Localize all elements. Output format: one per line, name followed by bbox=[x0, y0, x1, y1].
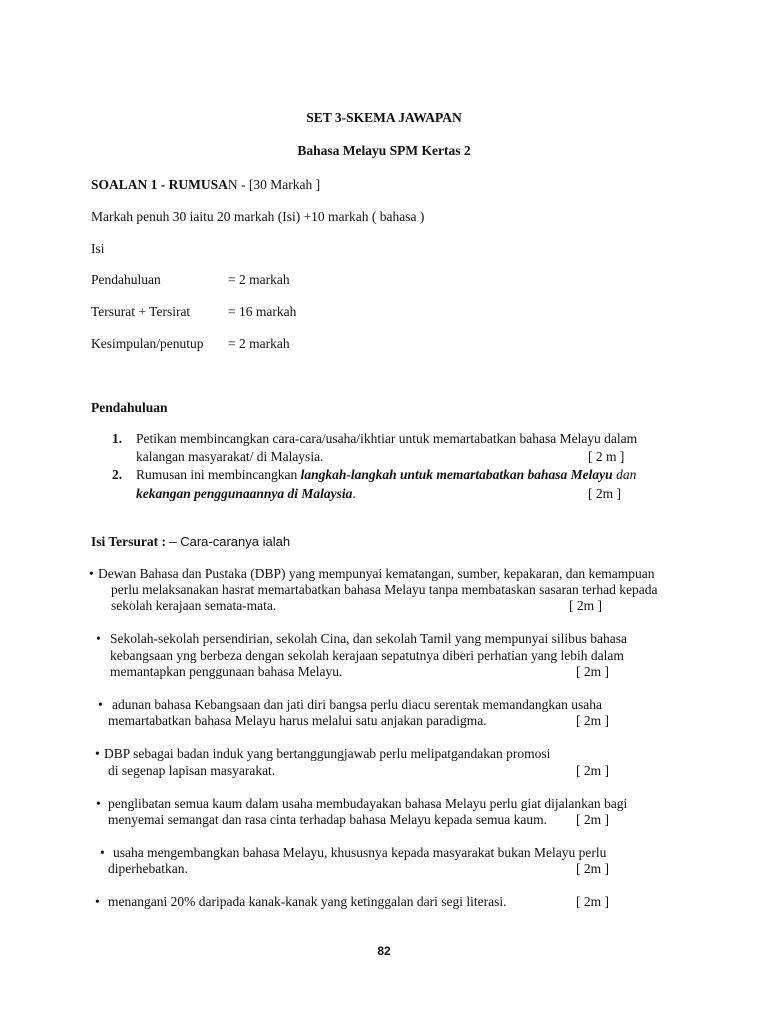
mark-label: [ 2m ] bbox=[576, 664, 609, 679]
bullet-icon: • bbox=[96, 631, 101, 646]
mark-label: [ 2m ] bbox=[588, 486, 621, 501]
isi-tersurat-heading bbox=[91, 534, 290, 550]
bullet-icon: • bbox=[89, 566, 94, 581]
mark-label: [ 2m ] bbox=[576, 894, 609, 909]
point-6-line1: usaha mengembangkan bahasa Melayu, khususnya kepada masyarakat bukan Melayu perlu bbox=[113, 845, 607, 860]
bullet-icon: • bbox=[95, 894, 100, 909]
point-2-line1: Sekolah-sekolah persendirian, sekolah Cina, dan sekolah Tamil yang mempunyai silibus bahasa bbox=[110, 631, 627, 646]
item-2-emphasis: langkah-langkah untuk memartabatkan bahasa Melayu bbox=[300, 467, 613, 482]
item-2-period: . bbox=[352, 486, 356, 501]
list-number: 1. bbox=[112, 431, 123, 446]
point-5-line1: penglibatan semua kaum dalam usaha membudayakan bahasa Melayu perlu giat dijalankan bagi bbox=[108, 796, 628, 811]
point-7-line1: menangani 20% daripada kanak-kanak yang ketinggalan dari segi literasi. bbox=[108, 894, 507, 909]
isi-tersurat-heading-rest: – Cara-caranya ialah bbox=[169, 534, 291, 549]
pendahuluan-heading: Pendahuluan bbox=[91, 400, 168, 415]
pendahuluan-item-1-line1: Petikan membincangkan cara-cara/usaha/ikhtiar untuk memartabatkan bahasa Melayu dalam bbox=[136, 431, 638, 446]
point-4-line1: DBP sebagai badan induk yang bertanggungjawab perlu melipatgandakan promosi bbox=[104, 746, 551, 761]
mark-label: [ 2 m ] bbox=[588, 449, 625, 464]
breakdown-label: Tersurat + Tersirat bbox=[91, 304, 191, 319]
breakdown-value: = 2 markah bbox=[228, 272, 290, 287]
breakdown-value: = 16 markah bbox=[228, 304, 297, 319]
breakdown-value: = 2 markah bbox=[228, 336, 290, 351]
point-2-line2: kebangsaan yng berbeza dengan sekolah kerajaan sepatutnya diberi perhatian yang lebih dalam bbox=[110, 648, 624, 663]
document-subtitle: Bahasa Melayu SPM Kertas 2 bbox=[297, 143, 471, 158]
mark-label: [ 2m ] bbox=[576, 763, 609, 778]
soalan-heading bbox=[91, 177, 320, 193]
soalan-heading-rest: N - [30 Markah ] bbox=[227, 177, 321, 192]
mark-label: [ 2m ] bbox=[576, 861, 609, 876]
bullet-icon: • bbox=[95, 746, 100, 761]
page-number: 82 bbox=[377, 944, 391, 958]
item-2-emphasis-2: kekangan penggunaannya di Malaysia bbox=[136, 486, 353, 501]
soalan-heading-bold: SOALAN 1 - RUMUSA bbox=[91, 177, 228, 192]
bullet-icon: • bbox=[100, 845, 105, 860]
bullet-icon: • bbox=[98, 697, 103, 712]
point-1-line1: Dewan Bahasa dan Pustaka (DBP) yang mempunyai kematangan, sumber, kepakaran, dan kemampuan bbox=[98, 566, 655, 581]
mark-label: [ 2m ] bbox=[569, 598, 602, 613]
point-6-line2: diperhebatkan. bbox=[108, 861, 188, 876]
mark-label: [ 2m ] bbox=[576, 713, 609, 728]
isi-label: Isi bbox=[91, 241, 105, 256]
point-4-line2: di segenap lapisan masyarakat. bbox=[108, 763, 276, 778]
item-2-plain: Rumusan ini membincangkan bbox=[136, 467, 301, 482]
point-3-line1: adunan bahasa Kebangsaan dan jati diri bangsa perlu diacu serentak memandangkan usaha bbox=[112, 697, 602, 712]
point-5-line2: menyemai semangat dan rasa cinta terhadap bahasa Melayu kepada semua kaum. bbox=[108, 812, 547, 827]
list-number: 2. bbox=[112, 467, 123, 482]
pendahuluan-item-1-line2: kalangan masyarakat/ di Malaysia. bbox=[136, 449, 324, 464]
item-2-italic: dan bbox=[612, 467, 637, 482]
point-2-line3: memantapkan penggunaan bahasa Melayu. bbox=[110, 664, 343, 679]
pendahuluan-item-2-line1 bbox=[136, 467, 677, 483]
breakdown-label: Pendahuluan bbox=[91, 272, 161, 287]
point-3-line2: memartabatkan bahasa Melayu harus melalui satu anjakan paradigma. bbox=[108, 713, 487, 728]
point-1-line3: sekolah kerajaan semata-mata. bbox=[111, 598, 277, 613]
breakdown-label: Kesimpulan/penutup bbox=[91, 336, 204, 351]
document-title: SET 3-SKEMA JAWAPAN bbox=[306, 110, 462, 125]
bullet-icon: • bbox=[96, 796, 101, 811]
isi-tersurat-heading-bold: Isi Tersurat : bbox=[91, 534, 170, 549]
markah-penuh: Markah penuh 30 iaitu 20 markah (Isi) +10 markah ( bahasa ) bbox=[91, 209, 425, 224]
point-1-line2: perlu melaksanakan hasrat memartabatkan bahasa Melayu tanpa membataskan sasaran terhad kepada bbox=[111, 582, 658, 597]
pendahuluan-item-2-line2 bbox=[136, 486, 356, 502]
mark-label: [ 2m ] bbox=[576, 812, 609, 827]
